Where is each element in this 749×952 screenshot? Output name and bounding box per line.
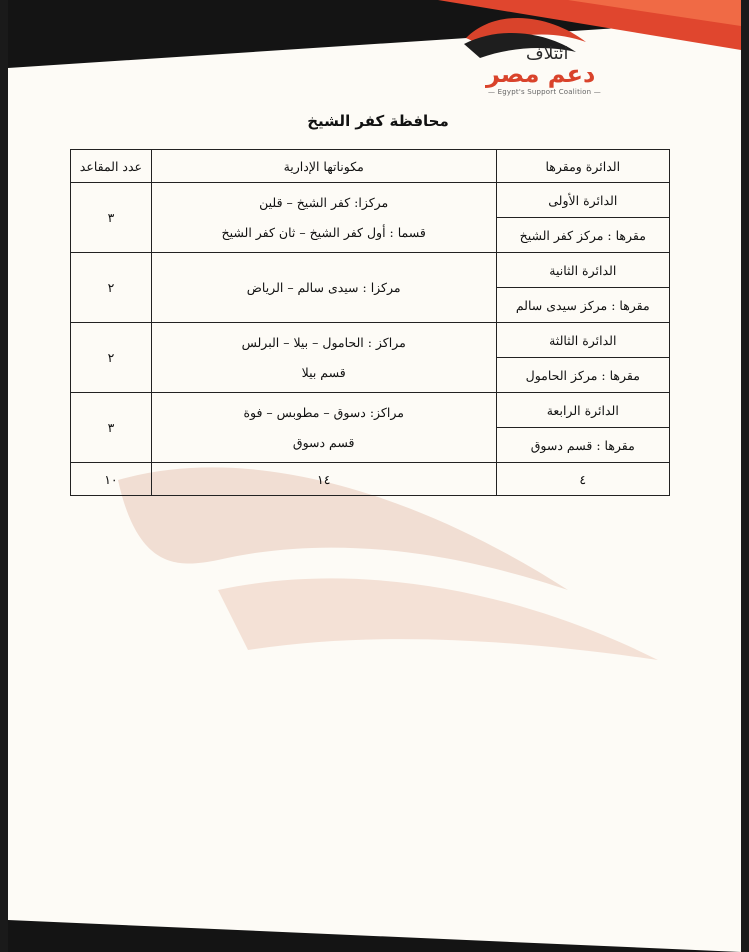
total-districts: ٤ bbox=[496, 463, 669, 496]
component-line: مراكز: دسوق – مطوبس – فوة bbox=[243, 404, 404, 420]
table-row bbox=[71, 253, 670, 288]
district-hq: مقرها : مركز سيدى سالم bbox=[496, 288, 669, 323]
document-page bbox=[8, 0, 741, 952]
district-seats: ٢ bbox=[71, 323, 152, 393]
logo-text-english: — Egypt's Support Coalition — bbox=[488, 88, 601, 96]
component-line: قسما : أول كفر الشيخ – ثان كفر الشيخ bbox=[221, 224, 426, 240]
header-district: الدائرة ومقرها bbox=[496, 150, 669, 183]
total-seats: ١٠ bbox=[71, 463, 152, 496]
component-line: مراكز : الحامول – بيلا – البرلس bbox=[241, 334, 406, 350]
component-line: قسم بيلا bbox=[301, 364, 346, 380]
district-name: الدائرة الأولى bbox=[496, 183, 669, 218]
district-components bbox=[151, 253, 496, 323]
district-seats: ٣ bbox=[71, 393, 152, 463]
district-seats: ٣ bbox=[71, 183, 152, 253]
bottom-decorative-band bbox=[8, 902, 741, 952]
district-hq: مقرها : قسم دسوق bbox=[496, 428, 669, 463]
component-line: مركزا: كفر الشيخ – قلين bbox=[259, 194, 389, 210]
component-line: قسم دسوق bbox=[292, 434, 355, 450]
governorate-title: محافظة كفر الشيخ bbox=[307, 112, 449, 130]
header-components: مكوناتها الإدارية bbox=[151, 150, 496, 183]
logo-text-coalition: ائتلاف bbox=[526, 44, 569, 64]
district-components bbox=[151, 393, 496, 463]
table-row bbox=[71, 183, 670, 218]
totals-row bbox=[71, 463, 670, 496]
top-decorative-band bbox=[8, 0, 741, 68]
district-name: الدائرة الرابعة bbox=[496, 393, 669, 428]
component-line: مركزا : سيدى سالم – الرياض bbox=[246, 279, 401, 295]
district-seats: ٢ bbox=[71, 253, 152, 323]
logo-text-brand: دعم مصر bbox=[486, 60, 596, 88]
table-header-row bbox=[71, 150, 670, 183]
header-seats: عدد المقاعد bbox=[71, 150, 152, 183]
districts-table bbox=[70, 149, 670, 496]
table-row bbox=[71, 323, 670, 358]
table-row bbox=[71, 393, 670, 428]
total-components: ١٤ bbox=[151, 463, 496, 496]
district-hq: مقرها : مركز كفر الشيخ bbox=[496, 218, 669, 253]
district-hq: مقرها : مركز الحامول bbox=[496, 358, 669, 393]
district-components bbox=[151, 183, 496, 253]
district-name: الدائرة الثالثة bbox=[496, 323, 669, 358]
district-components bbox=[151, 323, 496, 393]
district-name: الدائرة الثانية bbox=[496, 253, 669, 288]
